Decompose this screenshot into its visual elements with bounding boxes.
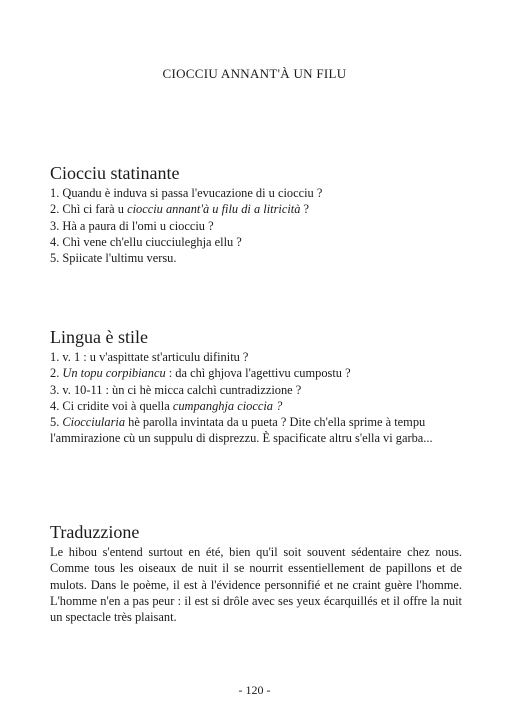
- question-item: 3. Hà a paura di l'omi u ciocciu ?: [50, 218, 214, 233]
- question-item: 4. Chì vene ch'ellu ciucciuleghja ellu ?: [50, 234, 242, 249]
- translation-paragraph: Le hibou s'entend surtout en été, bien qu'il soit souvent sédentaire chez nous. Comme tous les oiseaux de nuit il se nourrit essentiellement de papillons et de mulots. Dans le poème, il est à l'évidence personnifié et ne craint guère l'homme. L'homme n'en a pas peur : il est si drôle avec ses yeux écarquillés et il offre la nuit un spectacle très plaisant.: [50, 545, 462, 625]
- section-questions: [50, 163, 462, 266]
- question-item: 5. Spiicate l'ultimu versu.: [50, 251, 177, 266]
- question-item-continued: l'ammirazione cù un suppulu di disprezzu. È spacificate altru s'ella vi garba...: [50, 431, 433, 446]
- section-title: Traduzzione: [50, 522, 140, 542]
- question-item: 5. Ciocciularia hè parolla invintata da u pueta ? Dite ch'ella sprime à tempu: [50, 415, 426, 430]
- section-translation: [50, 522, 462, 625]
- question-item: 2. Chì ci farà u ciocciu annant'à u filu di a litricità ?: [50, 202, 310, 217]
- section-language-style: [50, 327, 462, 447]
- section-title: Ciocciu statinante: [50, 163, 180, 183]
- page-number: - 120 -: [238, 683, 271, 697]
- question-item: 3. v. 10-11 : ùn ci hè micca calchì cuntradizzione ?: [50, 382, 302, 397]
- running-head: CIOCCIU ANNANT'À UN FILU: [162, 66, 347, 81]
- question-item: 1. v. 1 : u v'aspittate st'articulu difinitu ?: [50, 350, 249, 364]
- question-item: 1. Quandu è induva si passa l'evucazione di u ciocciu ?: [50, 186, 323, 200]
- section-title: Lingua è stile: [50, 327, 148, 347]
- question-item: 2. Un topu corpibiancu : da chì ghjova l'agettivu cumpostu ?: [50, 366, 351, 381]
- question-item: 4. Ci cridite voi à quella cumpanghja cioccia ?: [50, 398, 283, 413]
